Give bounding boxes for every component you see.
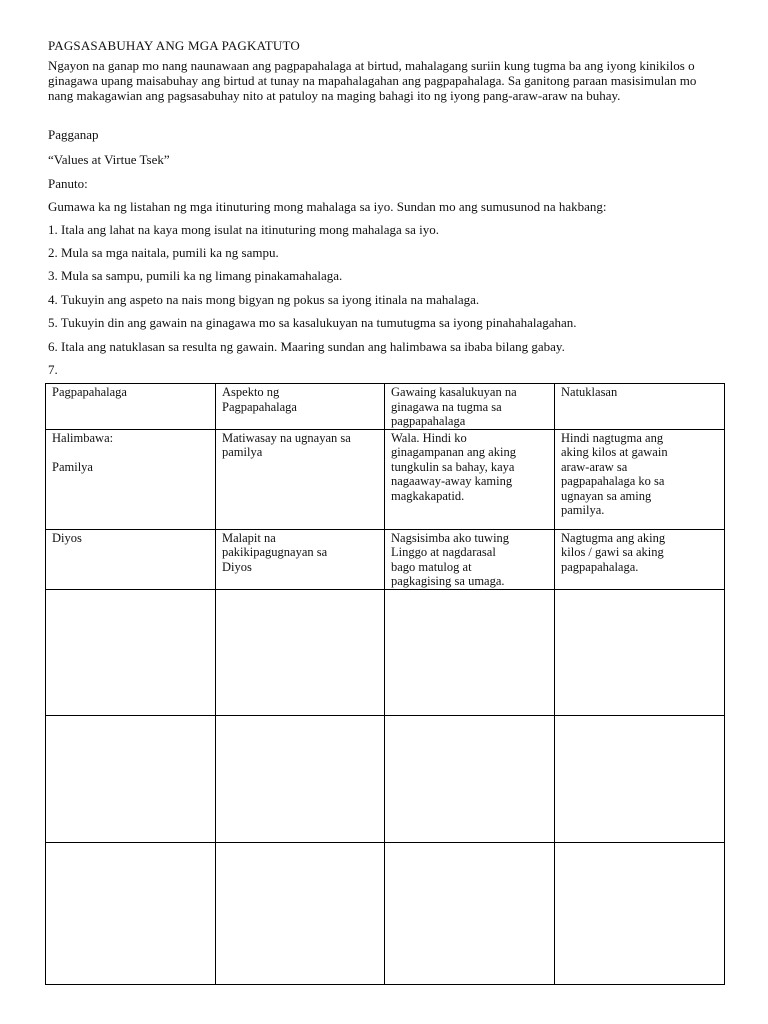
instruction-text: Gumawa ka ng listahan ng mga itinuturing mong mahalaga sa iyo. Sundan mo ang sumusunod na hakbang: bbox=[48, 199, 607, 214]
empty-cell[interactable] bbox=[46, 842, 216, 984]
table-cell: Nagsisimba ako tuwing Linggo at nagdarasal bago matulog at pagkagising sa umaga. bbox=[385, 529, 555, 589]
header-aspekto: Aspekto ng Pagpapahalaga bbox=[216, 384, 385, 430]
empty-cell[interactable] bbox=[46, 589, 216, 715]
step-5: 5. Tukuyin din ang gawain na ginagawa mo sa kasalukuyan na tumutugma sa iyong pinahahalagahan. bbox=[48, 315, 577, 330]
activity-title: “Values at Virtue Tsek” bbox=[48, 152, 170, 167]
table-cell: Matiwasay na ugnayan sa pamilya bbox=[216, 429, 385, 529]
table-row bbox=[46, 529, 725, 589]
step-3: 3. Mula sa sampu, pumili ka ng limang pinakamahalaga. bbox=[48, 268, 343, 283]
panuto-label: Panuto: bbox=[48, 176, 88, 191]
step-2: 2. Mula sa mga naitala, pumili ka ng sampu. bbox=[48, 245, 279, 260]
table-cell: Wala. Hindi ko ginagampanan ang aking tungkulin sa bahay, kaya nagaaway-away kaming magkakapatid. bbox=[385, 429, 555, 529]
empty-cell[interactable] bbox=[216, 715, 385, 842]
step-7: 7. bbox=[48, 362, 58, 377]
empty-cell[interactable] bbox=[555, 715, 725, 842]
table-empty-row bbox=[46, 842, 725, 984]
empty-cell[interactable] bbox=[555, 842, 725, 984]
header-gawain: Gawaing kasalukuyan na ginagawa na tugma sa pagpapahalaga bbox=[385, 384, 555, 430]
empty-cell[interactable] bbox=[385, 589, 555, 715]
header-natuklasan: Natuklasan bbox=[555, 384, 725, 430]
empty-cell[interactable] bbox=[385, 842, 555, 984]
table-cell: Halimbawa: Pamilya bbox=[46, 429, 216, 529]
table-cell: Malapit na pakikipagugnayan sa Diyos bbox=[216, 529, 385, 589]
step-4: 4. Tukuyin ang aspeto na nais mong bigyan ng pokus sa iyong itinala na mahalaga. bbox=[48, 292, 480, 307]
table-header-row bbox=[46, 384, 725, 430]
empty-cell[interactable] bbox=[46, 715, 216, 842]
step-6: 6. Itala ang natuklasan sa resulta ng gawain. Maaring sundan ang halimbawa sa ibaba bilang gabay. bbox=[48, 339, 565, 354]
table-cell: Hindi nagtugma ang aking kilos at gawain araw-araw sa pagpapahalaga ko sa ugnayan sa aming pamilya. bbox=[555, 429, 725, 529]
page-title: PAGSASABUHAY ANG MGA PAGKATUTO bbox=[48, 38, 300, 53]
intro-paragraph: Ngayon na ganap mo nang naunawaan ang pagpapahalaga at birtud, mahalagang suriin kung tugma ba ang iyong kinikilos o ginagawa upang maisabuhay ang birtud at tunay na mapahalagahan ang pagpapahalaga. Sa ganitong paraan masisimulan mo nang makagawian ang pagsasabuhay nito at patuloy na maging bahagi ito ng iyong pang-araw-araw na buhay. bbox=[48, 58, 697, 103]
header-pagpapahalaga: Pagpapahalaga bbox=[46, 384, 216, 430]
empty-cell[interactable] bbox=[555, 589, 725, 715]
table-cell: Diyos bbox=[46, 529, 216, 589]
table-empty-row bbox=[46, 589, 725, 715]
pagganap-label: Pagganap bbox=[48, 127, 99, 142]
empty-cell[interactable] bbox=[216, 589, 385, 715]
table-row bbox=[46, 429, 725, 529]
table-empty-row bbox=[46, 715, 725, 842]
values-table bbox=[45, 383, 725, 985]
empty-cell[interactable] bbox=[216, 842, 385, 984]
empty-cell[interactable] bbox=[385, 715, 555, 842]
table-cell: Nagtugma ang aking kilos / gawi sa aking pagpapahalaga. bbox=[555, 529, 725, 589]
step-1: 1. Itala ang lahat na kaya mong isulat na itinuturing mong mahalaga sa iyo. bbox=[48, 222, 439, 237]
